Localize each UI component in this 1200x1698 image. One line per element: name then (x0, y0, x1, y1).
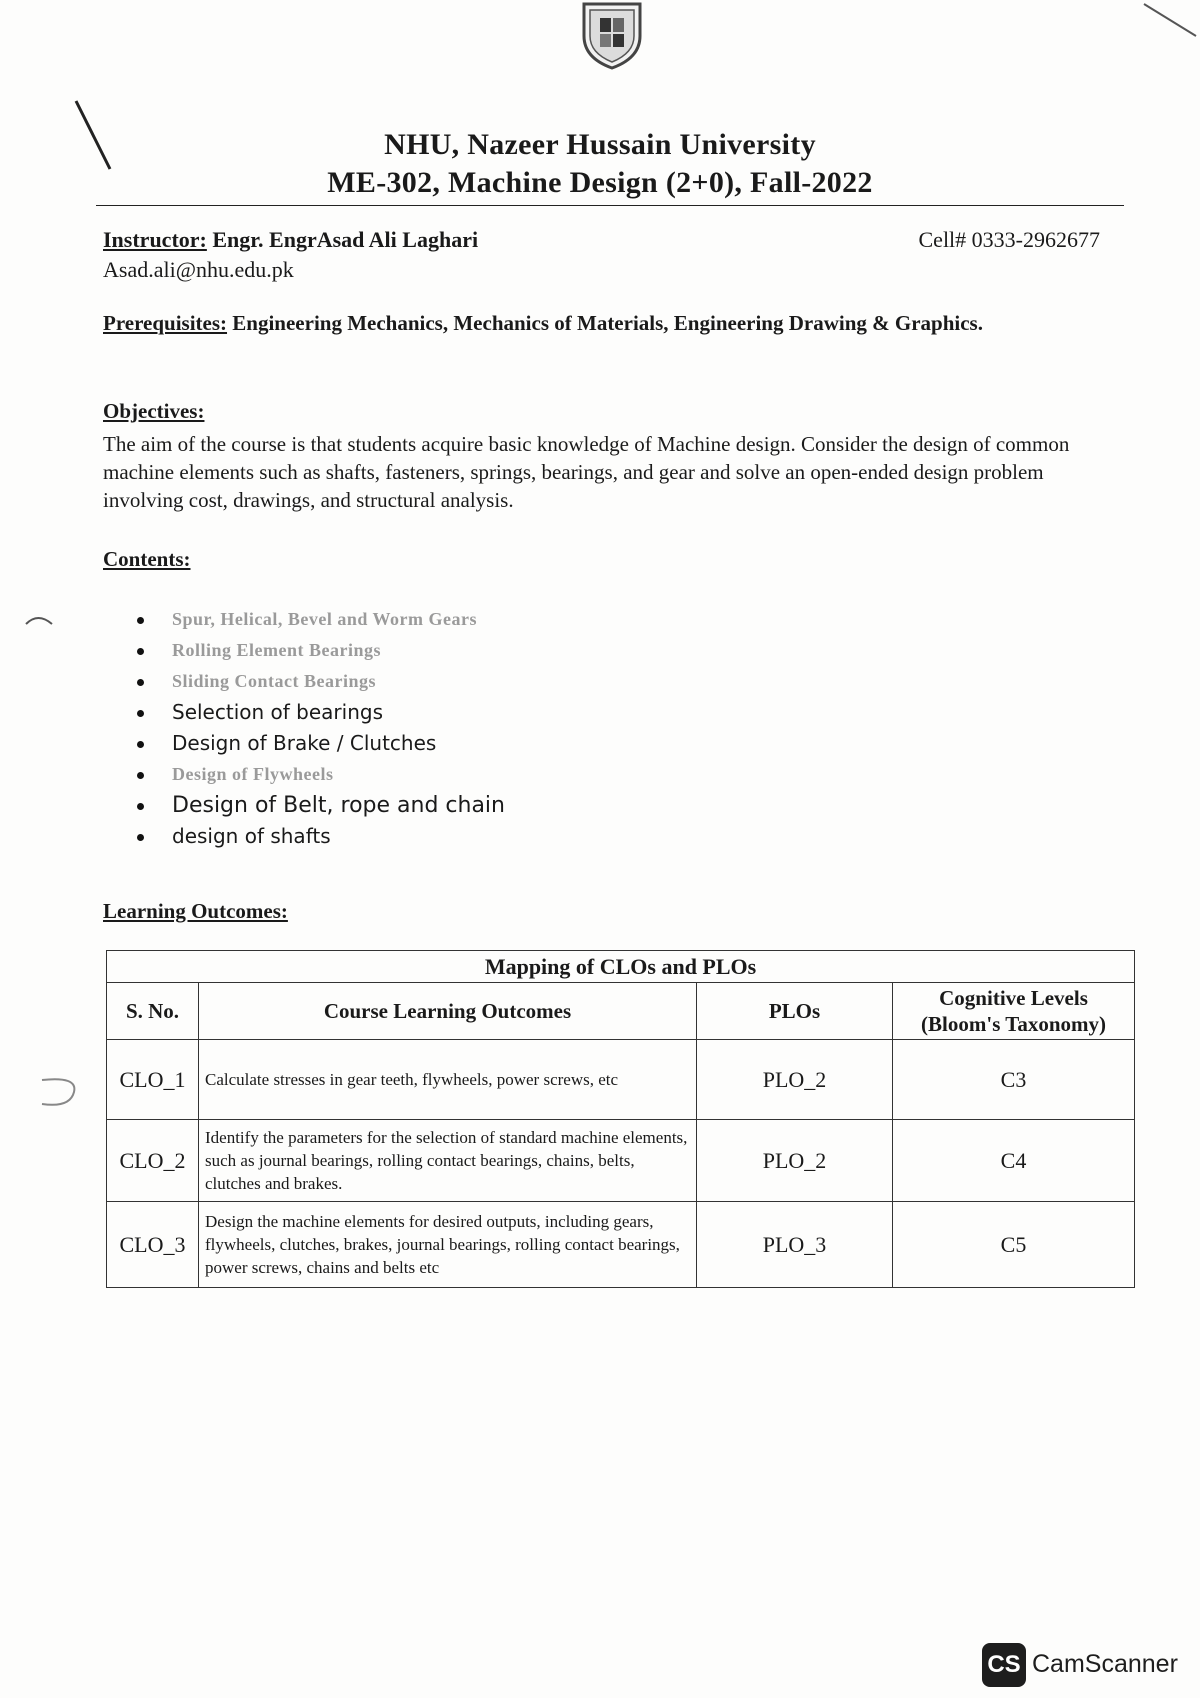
list-item (137, 697, 505, 728)
instructor-line (103, 227, 478, 253)
camscanner-logo (982, 1643, 1026, 1687)
column-header-cognitive-line2: (Bloom's Taxonomy) (921, 1012, 1106, 1036)
table-header-row (107, 983, 1135, 1040)
scan-corner-mark (1140, 0, 1200, 40)
list-item (137, 635, 505, 666)
instructor-name: Engr. EngrAsad Ali Laghari (206, 227, 479, 252)
university-crest-logo (578, 0, 646, 70)
bullet-icon (137, 803, 144, 810)
column-header-sno: S. No. (107, 983, 199, 1040)
row-level: C5 (893, 1202, 1135, 1288)
content-item: design of shafts (172, 824, 331, 848)
row-plo: PLO_2 (697, 1120, 893, 1202)
camscanner-badge: CS (987, 1651, 1021, 1678)
bullet-icon (137, 679, 144, 686)
list-item (137, 821, 505, 852)
row-outcome: Identify the parameters for the selection of standard machine elements, such as journal bearings, rolling contact bearings, chains, belts, clutches and brakes. (199, 1120, 697, 1202)
column-header-cognitive-line1: Cognitive Levels (939, 986, 1088, 1010)
bullet-icon (137, 741, 144, 748)
content-item: Design of Belt, rope and chain (172, 793, 505, 818)
list-item (137, 759, 505, 790)
header-divider (96, 205, 1124, 206)
list-item (137, 728, 505, 759)
scan-hole-mark (30, 1072, 82, 1112)
row-plo: PLO_3 (697, 1202, 893, 1288)
bullet-icon (137, 772, 144, 779)
prerequisites-label: Prerequisites: (103, 311, 228, 335)
list-item (137, 604, 505, 635)
row-sno: CLO_2 (107, 1120, 199, 1202)
column-header-plos: PLOs (697, 983, 893, 1040)
content-item: Sliding Contact Bearings (172, 671, 377, 691)
bullet-icon (137, 710, 144, 717)
clo-plo-table (106, 950, 1134, 1288)
row-level: C4 (893, 1120, 1135, 1202)
row-outcome: Design the machine elements for desired outputs, including gears, flywheels, clutches, brakes, journal bearings, rolling contact bearings, power screws, chains and belts etc (199, 1202, 697, 1288)
row-sno: CLO_3 (107, 1202, 199, 1288)
learning-outcomes-heading: Learning Outcomes: (103, 899, 288, 923)
content-item: Rolling Element Bearings (172, 640, 381, 660)
row-plo: PLO_2 (697, 1040, 893, 1120)
contents-list (137, 604, 505, 852)
content-item: Design of Flywheels (172, 764, 334, 784)
content-item: Design of Brake / Clutches (172, 731, 437, 755)
list-item (137, 666, 505, 697)
prerequisites-line (103, 311, 983, 336)
table-row (107, 1040, 1135, 1120)
instructor-cell: Cell# 0333-2962677 (918, 227, 1100, 252)
scan-hole-mark (22, 610, 58, 640)
table-row (107, 1120, 1135, 1202)
bullet-icon (137, 648, 144, 655)
bullet-icon (137, 834, 144, 841)
row-outcome: Calculate stresses in gear teeth, flywheels, power screws, etc (199, 1040, 697, 1120)
row-sno: CLO_1 (107, 1040, 199, 1120)
prerequisites-text: Engineering Mechanics, Mechanics of Materials, Engineering Drawing & Graphics. (227, 311, 983, 335)
column-header-outcomes: Course Learning Outcomes (199, 983, 697, 1040)
content-item: Spur, Helical, Bevel and Worm Gears (172, 609, 478, 629)
instructor-email: Asad.ali@nhu.edu.pk (103, 257, 294, 282)
bullet-icon (137, 617, 144, 624)
table-caption: Mapping of CLOs and PLOs (107, 951, 1135, 983)
row-level: C3 (893, 1040, 1135, 1120)
instructor-label: Instructor: (103, 227, 207, 252)
content-item: Selection of bearings (172, 700, 383, 724)
column-header-cognitive (893, 983, 1135, 1040)
camscanner-text: CamScanner (1032, 1650, 1178, 1678)
list-item (137, 790, 505, 821)
contents-heading: Contents: (103, 547, 191, 571)
course-title: ME-302, Machine Design (2+0), Fall-2022 (327, 166, 873, 199)
table-row (107, 1202, 1135, 1288)
university-title: NHU, Nazeer Hussain University (384, 128, 816, 161)
objectives-heading: Objectives: (103, 399, 205, 423)
objectives-text: The aim of the course is that students acquire basic knowledge of Machine design. Consider the design of common machine elements such as shafts, fasteners, springs, bearings, and gear and solve an open-ended design problem involving cost, drawings, and structural analysis. (103, 432, 1070, 512)
